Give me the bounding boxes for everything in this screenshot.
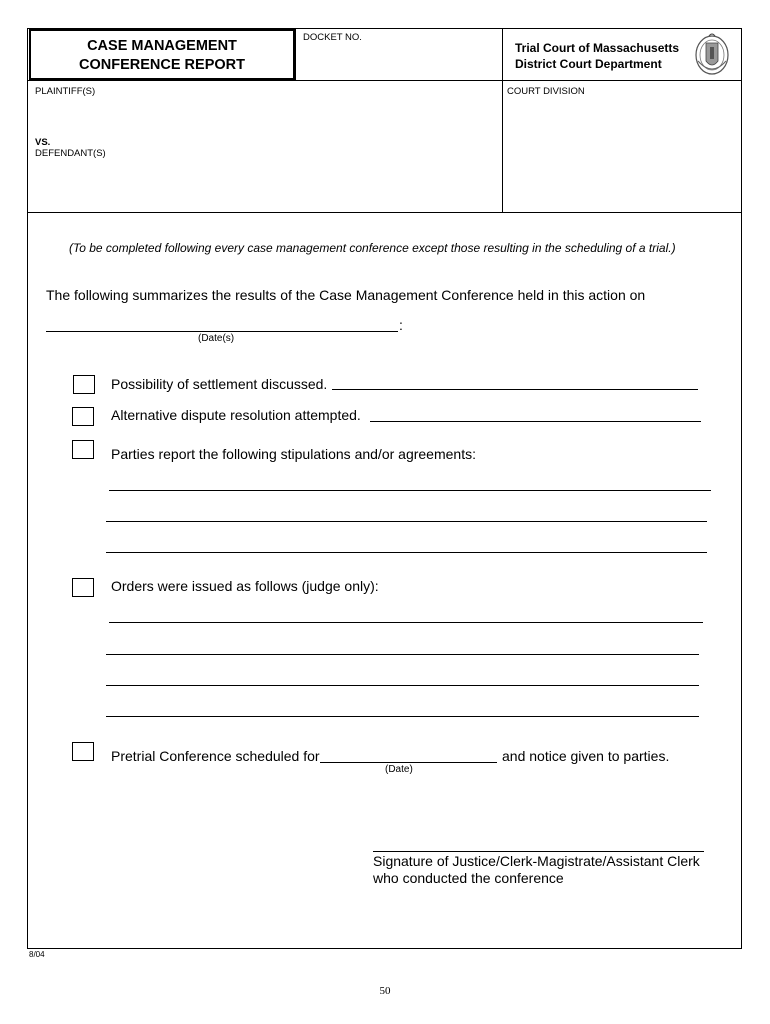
- title-line-1: CASE MANAGEMENT: [87, 38, 237, 54]
- orders-label: Orders were issued as follows (judge only):: [111, 578, 379, 594]
- adr-checkbox[interactable]: [72, 407, 94, 426]
- court-name: [515, 40, 679, 72]
- header-divider: [295, 28, 296, 80]
- court-line-2: District Court Department: [515, 57, 662, 71]
- orders-line[interactable]: [106, 654, 699, 655]
- orders-line[interactable]: [106, 685, 699, 686]
- title-line-2: CONFERENCE REPORT: [79, 57, 245, 73]
- parties-bottom-rule: [27, 212, 742, 213]
- signature-field[interactable]: [373, 851, 704, 852]
- vs-label: VS.: [35, 137, 51, 148]
- header-bottom-rule: [27, 80, 742, 81]
- conference-date-field[interactable]: [46, 331, 398, 332]
- signature-caption-line-1: Signature of Justice/Clerk-Magistrate/Assistant Clerk: [373, 853, 700, 869]
- stipulations-line[interactable]: [109, 490, 711, 491]
- adr-field[interactable]: [370, 421, 701, 422]
- date-caption: (Date(s): [198, 333, 235, 344]
- form-frame: [27, 28, 742, 949]
- pretrial-date-caption: (Date): [385, 764, 413, 775]
- stipulations-checkbox[interactable]: [72, 440, 94, 459]
- stipulations-line[interactable]: [106, 521, 707, 522]
- summary-text: The following summarizes the results of the Case Management Conference held in this action on: [46, 287, 646, 303]
- stipulations-label: Parties report the following stipulations and/or agreements:: [111, 446, 476, 462]
- plaintiff-label: PLAINTIFF(S): [35, 86, 96, 97]
- settlement-label: Possibility of settlement discussed.: [111, 376, 328, 392]
- pretrial-suffix: and notice given to parties.: [502, 748, 670, 764]
- orders-line[interactable]: [109, 622, 703, 623]
- court-divider: [502, 28, 503, 213]
- pretrial-label: Pretrial Conference scheduled for: [111, 748, 320, 764]
- defendant-label: DEFENDANT(S): [35, 148, 106, 159]
- court-line-1: Trial Court of Massachusetts: [515, 41, 680, 55]
- signature-caption-line-2: who conducted the conference: [373, 870, 564, 886]
- form-title: [29, 37, 295, 75]
- page-number: 50: [379, 985, 391, 997]
- settlement-checkbox[interactable]: [73, 375, 95, 394]
- orders-line[interactable]: [106, 716, 699, 717]
- form-date: 8/04: [29, 950, 45, 959]
- court-division-label: COURT DIVISION: [507, 86, 585, 97]
- date-colon: :: [399, 317, 403, 333]
- adr-label: Alternative dispute resolution attempted.: [111, 407, 361, 423]
- settlement-field[interactable]: [332, 389, 698, 390]
- signature-caption: [373, 853, 700, 887]
- massachusetts-seal-icon: [693, 31, 731, 77]
- pretrial-checkbox[interactable]: [72, 742, 94, 761]
- orders-checkbox[interactable]: [72, 578, 94, 597]
- docket-label: DOCKET NO.: [303, 32, 362, 43]
- instruction-text: (To be completed following every case management conference except those resulting in the scheduling of a trial.): [69, 241, 676, 255]
- pretrial-date-field[interactable]: [320, 762, 497, 763]
- stipulations-line[interactable]: [106, 552, 707, 553]
